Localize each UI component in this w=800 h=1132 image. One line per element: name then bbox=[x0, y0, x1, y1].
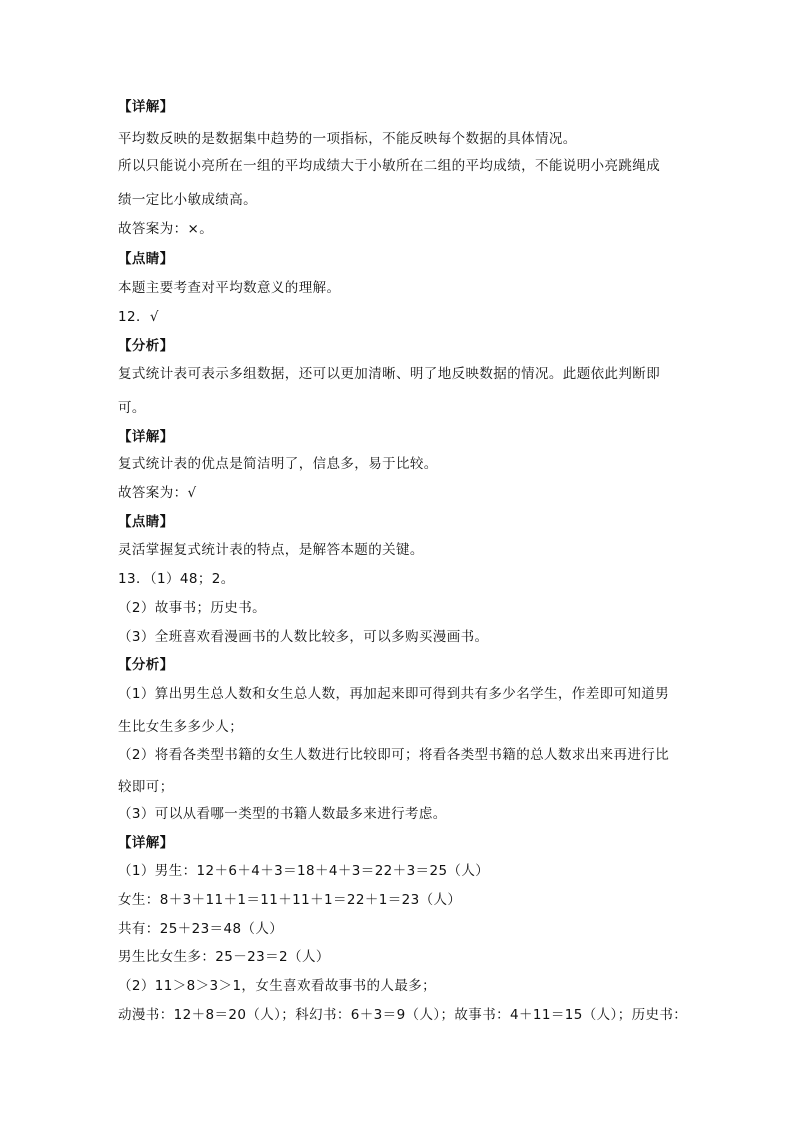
section-heading-detail: 【详解】 bbox=[118, 429, 174, 445]
answer-line: 故答案为：√ bbox=[118, 485, 197, 501]
text-line: （2）11＞8＞3＞1，女生喜欢看故事书的人最多； bbox=[118, 978, 437, 994]
calculation-line: （1）男生：12＋6＋4＋3＝18＋4＋3＝22＋3＝25（人） bbox=[118, 863, 490, 879]
calculation-line: 女生：8＋3＋11＋1＝11＋11＋1＝22＋1＝23（人） bbox=[118, 892, 462, 908]
text-line: 复式统计表的优点是简洁明了，信息多，易于比较。 bbox=[118, 456, 438, 472]
section-heading-detail: 【详解】 bbox=[118, 835, 174, 851]
text-line: 复式统计表可表示多组数据，还可以更加清晰、明了地反映数据的情况。此题依此判断即 bbox=[118, 366, 661, 382]
text-line: 所以只能说小亮所在一组的平均成绩大于小敏所在二组的平均成绩，不能说明小亮跳绳成 bbox=[118, 158, 661, 174]
text-line: 灵活掌握复式统计表的特点，是解答本题的关键。 bbox=[118, 542, 424, 558]
section-heading-comment: 【点睛】 bbox=[118, 514, 174, 530]
calculation-line: 男生比女生多：25－23＝2（人） bbox=[118, 949, 330, 965]
text-line: 可。 bbox=[118, 400, 146, 416]
text-line: （3）可以从看哪一类型的书籍人数最多来进行考虑。 bbox=[118, 806, 447, 822]
section-heading-detail: 【详解】 bbox=[118, 99, 174, 115]
text-line: （3）全班喜欢看漫画书的人数比较多，可以多购买漫画书。 bbox=[118, 629, 489, 645]
text-line: （1）算出男生总人数和女生总人数，再加起来即可得到共有多少名学生，作差即可知道男 bbox=[118, 686, 670, 702]
section-heading-analysis: 【分析】 bbox=[118, 338, 174, 354]
question-number: 13．（1）48；2。 bbox=[118, 571, 235, 587]
text-line: （2）故事书；历史书。 bbox=[118, 600, 266, 616]
text-line: 本题主要考查对平均数意义的理解。 bbox=[118, 280, 341, 296]
text-line: 较即可； bbox=[118, 779, 174, 795]
section-heading-comment: 【点睛】 bbox=[118, 251, 174, 267]
section-heading-analysis: 【分析】 bbox=[118, 657, 174, 673]
text-line: 绩一定比小敏成绩高。 bbox=[118, 192, 257, 208]
calculation-line: 共有：25＋23＝48（人） bbox=[118, 921, 284, 937]
question-number: 12．√ bbox=[118, 309, 159, 325]
calculation-line: 动漫书：12＋8＝20（人）；科幻书：6＋3＝9（人）；故事书：4＋11＝15（人）；历史书： bbox=[118, 1007, 688, 1023]
text-line: 生比女生多多少人； bbox=[118, 719, 244, 735]
text-line: （2）将看各类型书籍的女生人数进行比较即可；将看各类型书籍的总人数求出来再进行比 bbox=[118, 747, 670, 763]
answer-line: 故答案为：×。 bbox=[118, 221, 214, 237]
text-line: 平均数反映的是数据集中趋势的一项指标，不能反映每个数据的具体情况。 bbox=[118, 131, 577, 147]
